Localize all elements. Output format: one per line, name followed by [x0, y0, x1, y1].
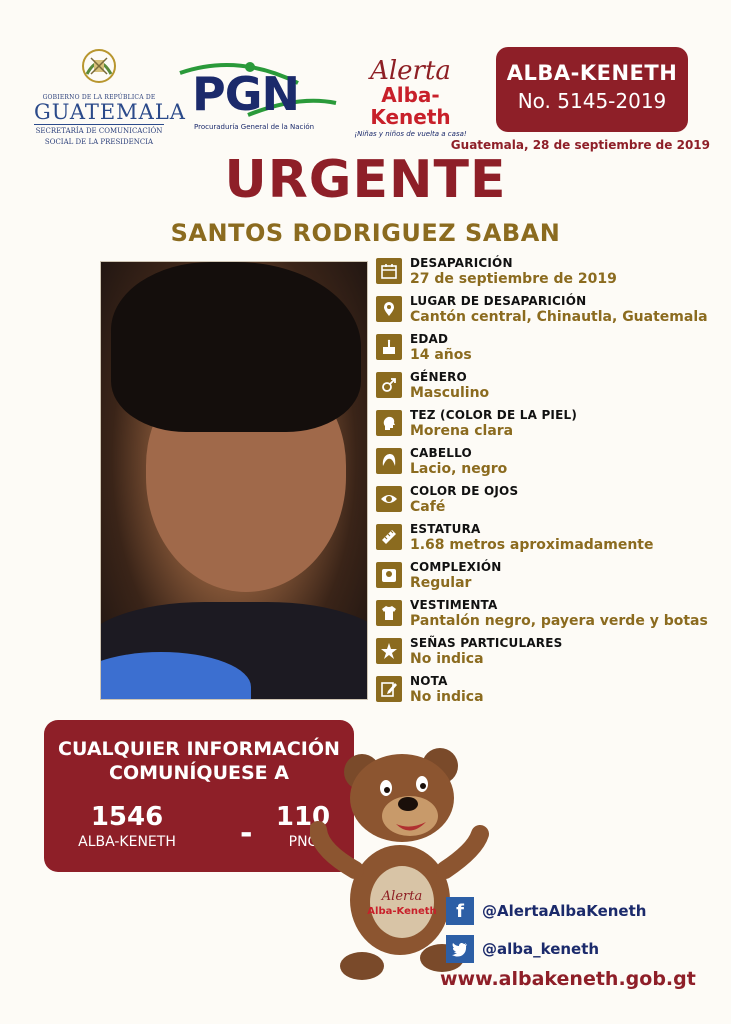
twitter-handle[interactable]: @alba_keneth — [482, 940, 600, 958]
alba-keneth-phone-label: ALBA-KENETH — [78, 834, 176, 850]
calendar-icon — [376, 258, 402, 284]
cake-icon — [376, 334, 402, 360]
detail-value: 14 años — [410, 347, 472, 363]
contact-line2: COMUNÍQUESE A — [109, 762, 289, 784]
detail-value: Masculino — [410, 385, 490, 401]
detail-row — [376, 522, 716, 560]
contact-line1: CUALQUIER INFORMACIÓN — [58, 738, 340, 760]
pgn-subtitle: Procuraduría General de la Nación — [194, 123, 315, 131]
alerta-alba-keneth-logo — [343, 58, 478, 138]
alerta-tagline: ¡Niñas y niños de vuelta a casa! — [354, 130, 467, 138]
hair-icon — [376, 448, 402, 474]
detail-row — [376, 256, 716, 294]
alba-keneth-phone[interactable]: 1546 — [90, 802, 164, 832]
pnc-phone[interactable]: 110 — [275, 802, 331, 832]
twitter-link[interactable] — [446, 935, 706, 965]
detail-label: COLOR DE OJOS — [410, 484, 519, 498]
gt-name: GUATEMALA — [34, 100, 186, 124]
alerta-text: Alerta — [370, 56, 451, 86]
detail-label: GÉNERO — [410, 370, 467, 384]
detail-value: 1.68 metros aproximadamente — [410, 537, 654, 553]
website-link[interactable]: www.albakeneth.gob.gt — [440, 968, 696, 990]
detail-row — [376, 408, 716, 446]
detail-label: COMPLEXIÓN — [410, 560, 502, 574]
detail-row — [376, 370, 716, 408]
gt-top-text: GOBIERNO DE LA REPÚBLICA DE — [42, 94, 156, 101]
head-profile-icon — [376, 410, 402, 436]
detail-label: CABELLO — [410, 446, 472, 460]
detail-value: No indica — [410, 651, 484, 667]
pgn-text: PGN — [192, 67, 299, 121]
facebook-icon: f — [446, 897, 474, 925]
detail-row — [376, 598, 716, 636]
detail-value: Regular — [410, 575, 472, 591]
detail-value: No indica — [410, 689, 484, 705]
detail-value: Cantón central, Chinautla, Guatemala — [410, 309, 708, 325]
detail-label: EDAD — [410, 332, 449, 346]
detail-label: NOTA — [410, 674, 448, 688]
missing-person-photo — [100, 261, 368, 700]
scale-icon — [376, 562, 402, 588]
case-number-box — [496, 47, 688, 132]
detail-row — [376, 674, 716, 712]
detail-label: ESTATURA — [410, 522, 481, 536]
alba-keneth-text: Alba-Keneth — [370, 83, 451, 129]
eye-icon — [376, 486, 402, 512]
gt-sub2: SOCIAL DE LA PRESIDENCIA — [44, 138, 154, 146]
guatemala-government-logo — [34, 44, 186, 147]
headline: URGENTE — [224, 150, 507, 210]
shirt-icon — [376, 600, 402, 626]
facebook-handle[interactable]: @AlertaAlbaKeneth — [482, 902, 647, 920]
bulletin-date: Guatemala, 28 de septiembre de 2019 — [450, 138, 710, 152]
detail-row — [376, 560, 716, 598]
person-name: SANTOS RODRIGUEZ SABAN — [170, 219, 561, 247]
star-icon — [376, 638, 402, 664]
location-pin-icon — [376, 296, 402, 322]
detail-label: TEZ (COLOR DE LA PIEL) — [410, 408, 578, 422]
detail-value: Lacio, negro — [410, 461, 508, 477]
case-title: ALBA-KENETH — [506, 61, 678, 85]
gender-icon — [376, 372, 402, 398]
detail-value: Morena clara — [410, 423, 514, 439]
pnc-phone-label: PNC — [288, 834, 318, 850]
detail-value: Pantalón negro, payera verde y botas — [410, 613, 708, 629]
detail-row — [376, 636, 716, 674]
badge-line2: Alba-Keneth — [367, 906, 437, 917]
detail-label: VESTIMENTA — [410, 598, 498, 612]
twitter-icon — [446, 935, 474, 963]
facebook-link[interactable] — [446, 897, 706, 927]
detail-row — [376, 294, 716, 332]
detail-value: 27 de septiembre de 2019 — [410, 271, 617, 287]
detail-row — [376, 484, 716, 522]
detail-row — [376, 446, 716, 484]
detail-label: SEÑAS PARTICULARES — [410, 636, 563, 650]
badge-line1: Alerta — [381, 889, 423, 904]
pgn-logo — [178, 55, 338, 135]
detail-row — [376, 332, 716, 370]
detail-value: Café — [410, 499, 446, 515]
phone-separator: - — [240, 816, 253, 851]
case-number: No. 5145-2019 — [517, 89, 667, 113]
detail-label: LUGAR DE DESAPARICIÓN — [410, 294, 587, 308]
coat-of-arms-icon — [77, 44, 121, 88]
note-pencil-icon — [376, 676, 402, 702]
gt-sub1: SECRETARÍA DE COMUNICACIÓN — [35, 127, 163, 135]
detail-label: DESAPARICIÓN — [410, 256, 513, 270]
contact-info-box — [44, 720, 354, 872]
ruler-icon — [376, 524, 402, 550]
